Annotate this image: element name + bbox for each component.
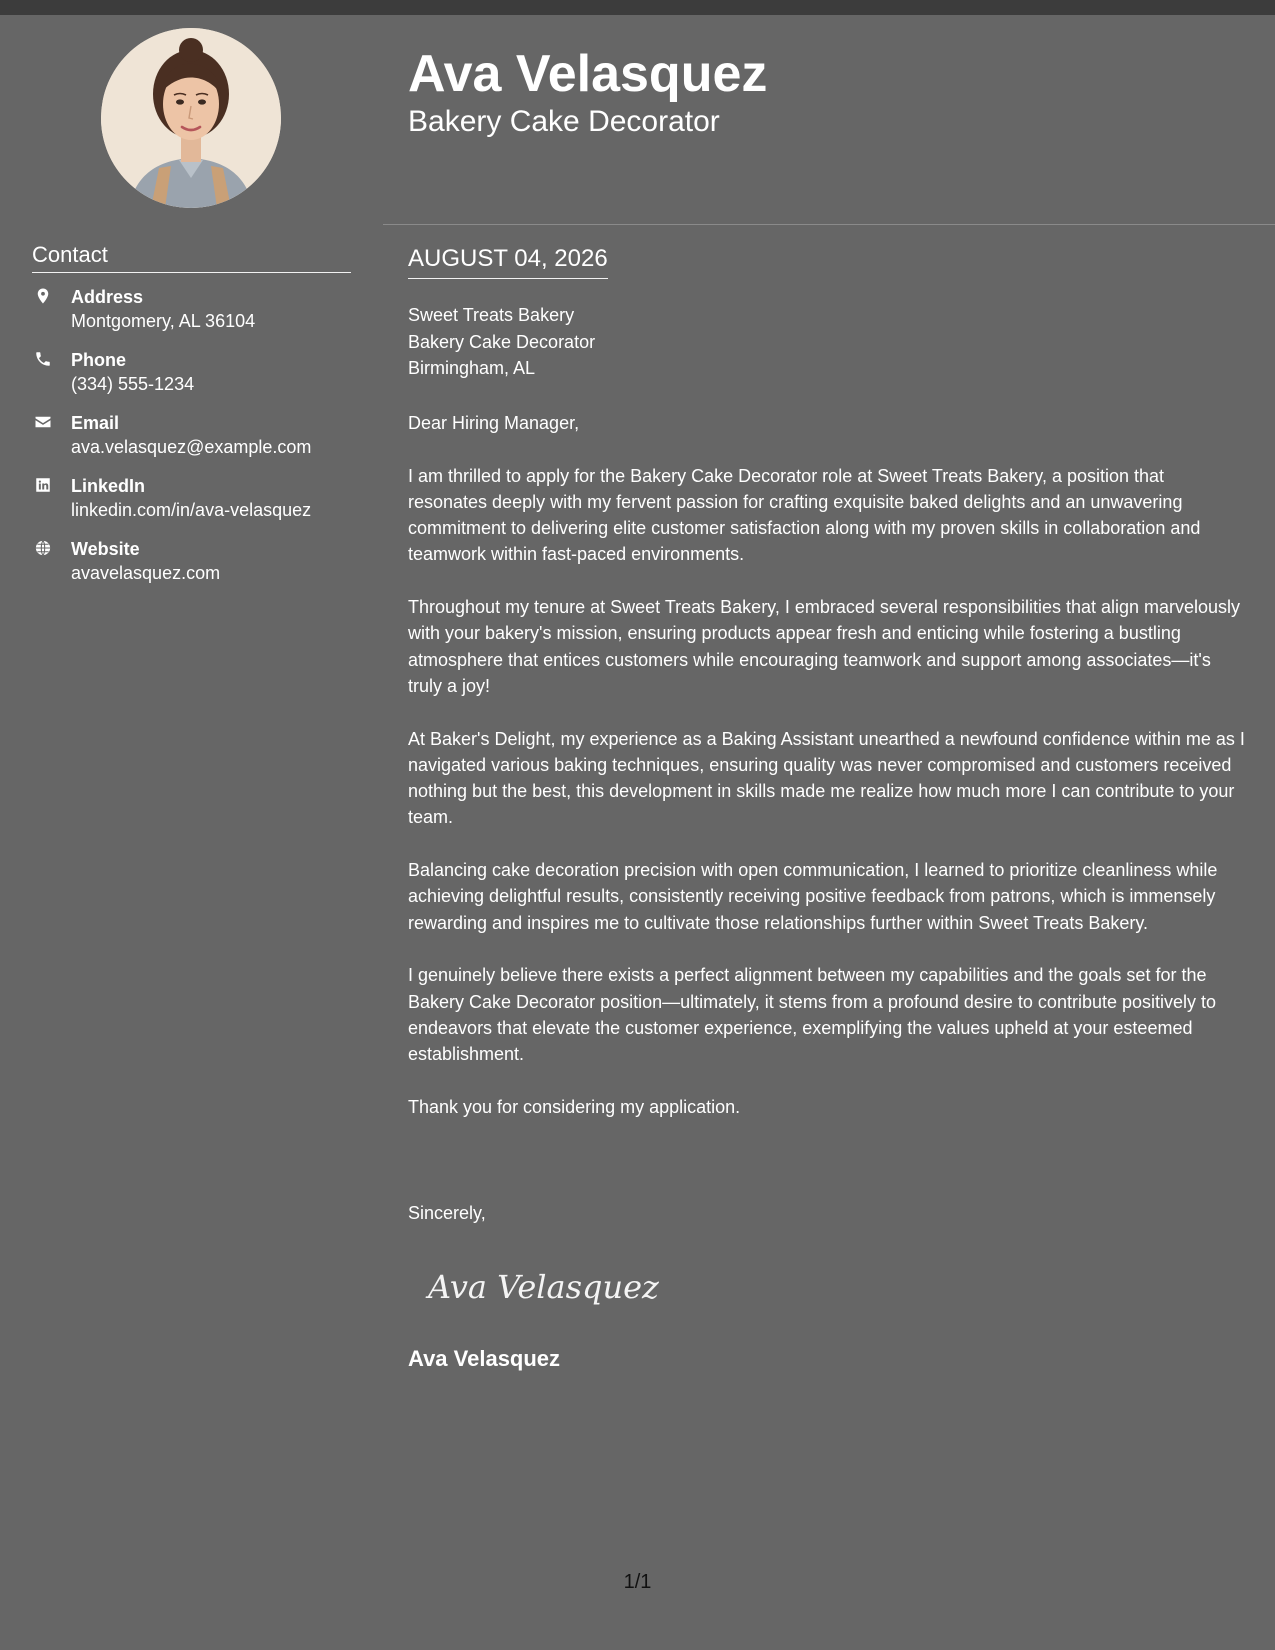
header-divider [383, 224, 1275, 225]
letter-date: AUGUST 04, 2026 [408, 244, 608, 279]
contact-label: Phone [71, 350, 127, 370]
handwritten-signature [424, 1256, 664, 1316]
website-value[interactable]: avavelasquez.com [71, 563, 221, 583]
job-title: Bakery Cake Decorator [408, 105, 720, 138]
phone-icon [34, 350, 52, 368]
body-paragraph: Throughout my tenure at Sweet Treats Bakery, I embraced several responsibilities that align marvelously with your bakery's mission, ensuring products appear fresh and enticing while fostering a bustling atmosphere that entices customers while encouraging teamwork and support among associates—it's truly a joy! [408, 597, 1241, 696]
signature-text: Ava Velasquez [428, 1268, 659, 1306]
body-paragraph: At Baker's Delight, my experience as a Baking Assistant unearthed a newfound confidence within me as I navigated various baking techniques, ensuring quality was never compromised and customers received nothing but the best, this development in skills made me realize how much more I can contribute to your team. [408, 728, 1245, 828]
linkedin-value[interactable]: linkedin.com/in/ava-velasquez [71, 500, 312, 520]
contact-label: LinkedIn [71, 476, 146, 496]
linkedin-icon [34, 476, 52, 494]
recipient-block [408, 302, 595, 382]
contact-label: Address [71, 287, 144, 307]
portrait-photo-icon [101, 28, 281, 208]
body-paragraph: I am thrilled to apply for the Bakery Cake Decorator role at Sweet Treats Bakery, a position that resonates deeply with my fervent passion for crafting exquisite baked delights and an unwavering commitment to delivering elite customer satisfaction along with my proven skills in collaboration and teamwork within fast-paced environments. [408, 465, 1201, 565]
email-value[interactable]: ava.velasquez@example.com [71, 437, 312, 457]
recipient-location: Birmingham, AL [408, 358, 536, 378]
map-pin-icon [34, 287, 52, 305]
contact-label: Website [71, 539, 140, 559]
recipient-position: Bakery Cake Decorator [408, 331, 596, 352]
phone-value: (334) 555-1234 [71, 374, 195, 394]
address-value: Montgomery, AL 36104 [71, 311, 256, 331]
applicant-name: Ava Velasquez [408, 45, 768, 103]
contact-list [32, 285, 362, 600]
salutation: Dear Hiring Manager, [408, 413, 580, 433]
body-paragraph: Balancing cake decoration precision with open communication, I learned to prioritize cleanliness while achieving delightful results, consistently receiving positive feedback from patrons, which is immensely rewarding and inspires me to cultivate those relationships further within Sweet Treats Bakery. [408, 860, 1218, 933]
body-paragraph: I genuinely believe there exists a perfect alignment between my capabilities and the goals set for the Bakery Cake Decorator position—ultimately, it stems from a profound desire to contribute positively to endeavors that elevate the customer experience, exemplifying the values upheld at your esteemed establishment. [408, 965, 1217, 1065]
closing: Sincerely, [408, 1203, 486, 1223]
letter-body [408, 410, 1248, 1146]
contact-heading: Contact [32, 240, 351, 273]
signer-name: Ava Velasquez [408, 1346, 561, 1371]
contact-item-address [32, 285, 362, 348]
envelope-icon [34, 413, 52, 431]
top-bar [0, 0, 1275, 15]
contact-item-phone [32, 348, 362, 411]
contact-item-website [32, 537, 362, 600]
recipient-company: Sweet Treats Bakery [408, 305, 575, 325]
page-number: 1/1 [623, 1571, 652, 1593]
thank-you-line: Thank you for considering my application. [408, 1096, 741, 1117]
avatar [101, 28, 281, 208]
globe-icon [34, 539, 52, 557]
contact-label: Email [71, 413, 120, 433]
contact-item-linkedin [32, 474, 362, 537]
contact-item-email [32, 411, 362, 474]
